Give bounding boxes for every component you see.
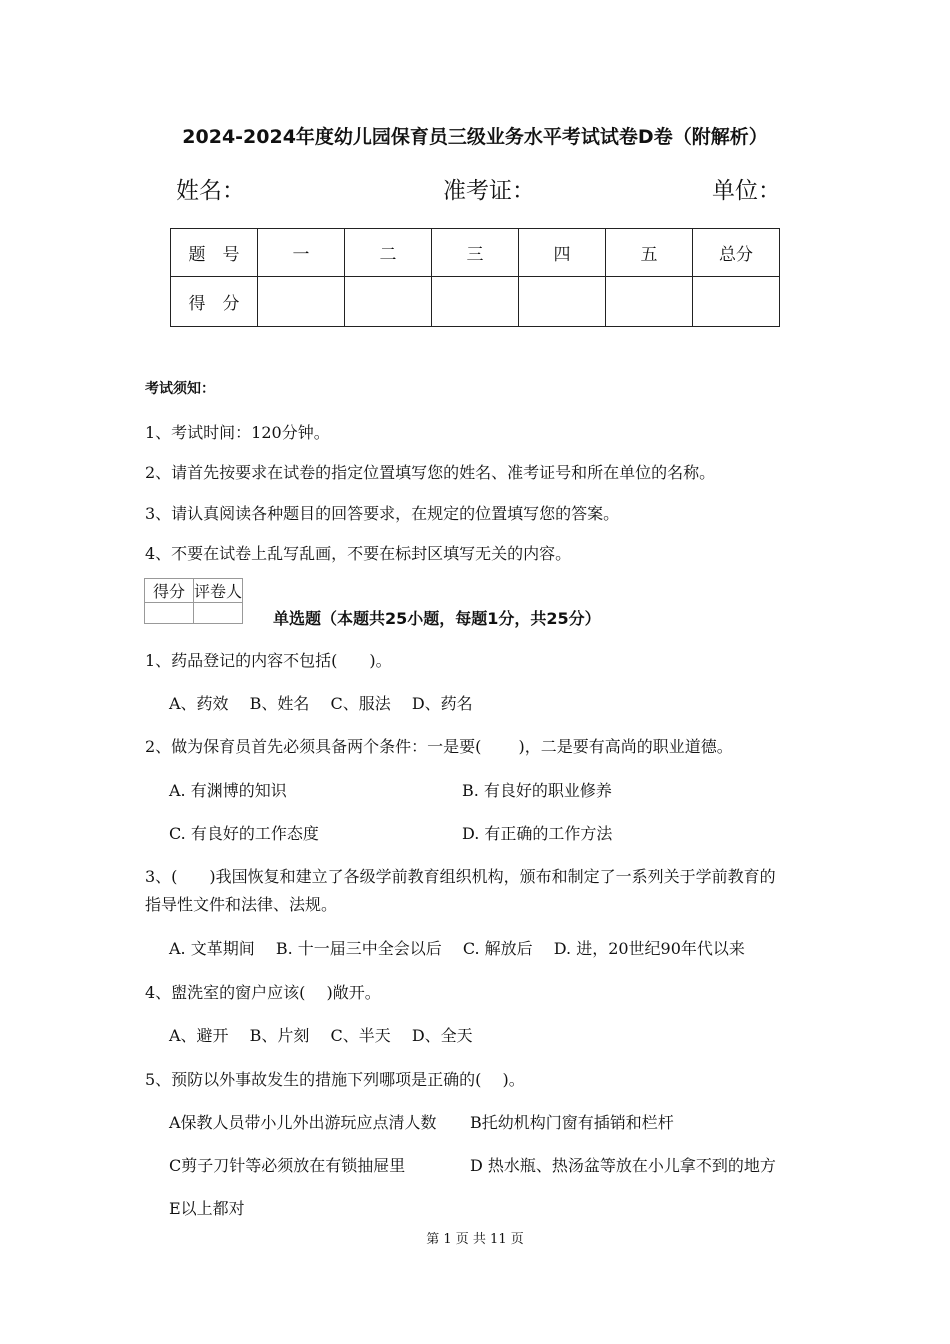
option-a: A保教人员带小儿外出游玩应点清人数 [169,1113,437,1132]
option-c: C剪子刀针等必须放在有锁抽屉里 [169,1156,406,1175]
score-header-cell: 四 [519,229,606,277]
question-stem-continued: 指导性文件和法律、法规。 [145,895,338,914]
notice-item: 1、考试时间：120分钟。 [145,423,330,442]
score-cell[interactable] [606,277,693,327]
option-d: D. 有正确的工作方法 [462,824,613,843]
score-header-cell: 一 [258,229,345,277]
unit-label: 单位： [712,178,781,204]
grader-reviewer-cell[interactable] [194,603,243,624]
score-header-cell: 总分 [693,229,780,277]
grader-score-cell[interactable] [145,603,194,624]
notice-heading: 考试须知： [145,381,215,397]
question-stem: 2、做为保育员首先必须具备两个条件：一是要( )，二是要有高尚的职业道德。 [145,737,733,756]
score-row-label: 得 分 [171,277,258,327]
grader-reviewer-label: 评卷人 [194,579,243,603]
notice-item: 3、请认真阅读各种题目的回答要求，在规定的位置填写您的答案。 [145,504,620,523]
score-header-row [171,229,780,277]
score-cell[interactable] [345,277,432,327]
option-e: E以上都对 [169,1199,245,1218]
notice-item: 2、请首先按要求在试卷的指定位置填写您的姓名、准考证号和所在单位的名称。 [145,463,716,482]
question-stem: 1、药品登记的内容不包括( )。 [145,651,392,670]
question-stem: 4、盥洗室的窗户应该( )敞开。 [145,983,381,1002]
option-d: D 热水瓶、热汤盆等放在小儿拿不到的地方 [470,1156,776,1175]
question-options: A、避开 B、片刻 C、半天 D、全天 [169,1026,473,1045]
question-options: A、药效 B、姓名 C、服法 D、药名 [169,694,473,713]
question-stem: 3、( )我国恢复和建立了各级学前教育组织机构，颁布和制定了一系列关于学前教育的 [145,867,776,886]
page-title: 2024-2024年度幼儿园保育员三级业务水平考试试卷D卷（附解析） [182,126,768,148]
section-title: 单选题（本题共25小题，每题1分，共25分） [273,609,601,628]
score-cell[interactable] [258,277,345,327]
page-footer: 第 1 页 共 11 页 [426,1232,524,1247]
question-options: A. 文革期间 B. 十一届三中全会以后 C. 解放后 D. 进，20世纪90年代以来 [169,939,745,958]
score-header-cell: 二 [345,229,432,277]
score-header-cell: 五 [606,229,693,277]
score-cell[interactable] [519,277,606,327]
option-a: A. 有渊博的知识 [169,781,287,800]
name-label: 姓名： [176,178,245,204]
notice-item: 4、不要在试卷上乱写乱画，不要在标封区填写无关的内容。 [145,544,572,563]
option-b: B. 有良好的职业修养 [462,781,612,800]
score-header-cell: 三 [432,229,519,277]
score-cell[interactable] [432,277,519,327]
grader-box [144,578,243,624]
grader-score-label: 得分 [145,579,194,603]
score-table [170,228,780,327]
option-b: B托幼机构门窗有插销和栏杆 [470,1113,674,1132]
question-stem: 5、预防以外事故发生的措施下列哪项是正确的( )。 [145,1070,525,1089]
ticket-label: 准考证： [443,178,535,204]
option-c: C. 有良好的工作态度 [169,824,319,843]
score-cell[interactable] [693,277,780,327]
score-value-row [171,277,780,327]
score-header-cell: 题 号 [171,229,258,277]
